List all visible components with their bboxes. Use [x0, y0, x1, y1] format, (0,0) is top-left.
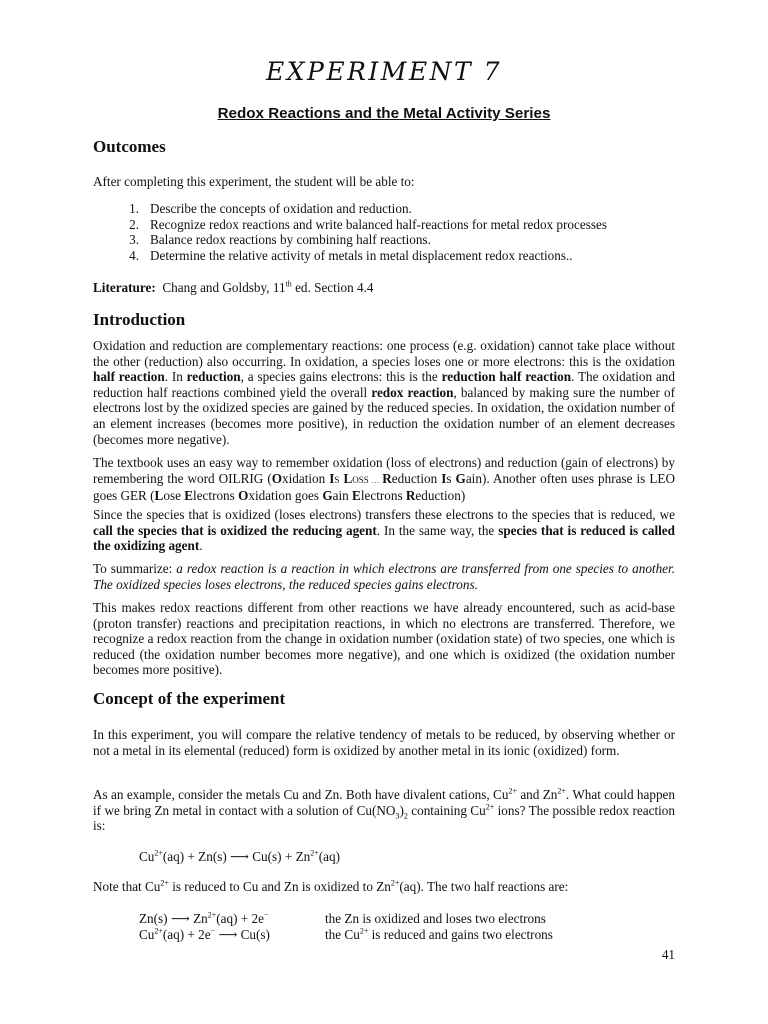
outcomes-heading: Outcomes [93, 137, 166, 156]
intro-paragraph-2: The textbook uses an easy way to remember oxidation (loss of electrons) and reduction (gain of electrons) by remembering the word OILRIG (Oxidation Is Loss … Reduction Is Gain). Another often uses phrase is LEO goes GER (Lose Electrons Oxidation goes Gain Electrons Reduction) [93, 455, 675, 504]
intro-paragraph-4: To summarize: a redox reaction is a reaction in which electrons are transferred from one species to another. The oxidized species loses electrons, the reduced species gains electrons. [93, 561, 675, 592]
note-line: Note that $Cu^{2+}$ is reduced to Cu and Zn is oxidized to $Zn^{2+}(aq)$. The two half reactions are: [93, 878, 569, 894]
overall-redox-equation: $Cu^{2+}(aq) + Zn(s)$ ⟶ $Cu(s) + Zn^{2+}(aq)$ [139, 848, 340, 864]
concept-paragraph-1: In this experiment, you will compare the relative tendency of metals to be reduced, by observing whether or not a metal in its elemental (reduced) form is oxidized by another metal in its ionic (oxidized) form. [93, 727, 675, 758]
experiment-title: EXPERIMENT 7 [265, 57, 503, 86]
document-page [93, 0, 675, 1024]
literature-line: Literature: Chang and Goldsby, 11th ed. Section 4.4 [93, 279, 374, 295]
half-reaction-description: the Zn is oxidized and loses two electrons [325, 911, 546, 926]
list-item: 2. Recognize redox reactions and write balanced half-reactions for metal redox processes [129, 216, 607, 232]
page-number: 41 [661, 947, 675, 962]
half-reaction-description: the $Cu^{2+}$ is reduced and gains two electrons [325, 926, 553, 942]
introduction-heading: Introduction [93, 310, 186, 329]
list-item: 4. Determine the relative activity of metals in metal displacement redox reactions.. [129, 247, 573, 263]
intro-paragraph-1: Oxidation and reduction are complementary reactions: one process (e.g. oxidation) cannot take place without the other (reduction) also occurring. In oxidation, a species loses one or more electrons: this is the oxidation half reaction. In reduction, a species gains electrons: this is the reduction half reaction. The oxidation and reduction half reactions combined yield the overall redox reaction, balanced by making sure the number of electrons lost by the oxidized species are gained by the reduced species. In oxidation, the oxidation number of an element increases (becomes more positive), in reduction the oxidation number of an element decreases (becomes more negative). [93, 338, 676, 447]
half-reaction-equation: Zn(s) ⟶ $Zn^{2+}(aq) + 2e^-$ [139, 910, 269, 926]
outcomes-intro: After completing this experiment, the student will be able to: [93, 174, 415, 189]
experiment-subtitle: Redox Reactions and the Metal Activity Series [217, 105, 551, 122]
intro-paragraph-3: Since the species that is oxidized (loses electrons) transfers these electrons to the species that is reduced, we call the species that is oxidized the reducing agent. In the same way, the species that is reduced is called the oxidizing agent. [93, 507, 675, 554]
concept-heading: Concept of the experiment [93, 689, 286, 708]
concept-paragraph-2: As an example, consider the metals Cu and Zn. Both have divalent cations, $Cu^{2+}$ and $Zn^{2+}$. What could happen if we bring Zn metal in contact with a solution of $Cu(NO_3)_2$ containing $Cu^{2+}$ ions? The possible redox reaction is: [93, 786, 675, 834]
list-item: 1. Describe the concepts of oxidation and reduction. [129, 201, 412, 216]
intro-paragraph-5: This makes redox reactions different from other reactions we have already encountered, such as acid-base (proton transfer) reactions and precipitation reactions, in which no electrons are transferred. Therefore, we recognize a redox reaction from the change in oxidation number (oxidation state) of two species, one which is reduced (the oxidation number becomes more negative), and one which is oxidized (the oxidation number becomes more positive). [93, 600, 675, 678]
outcomes-list [93, 201, 675, 263]
literature-label: Literature: [93, 280, 156, 295]
list-item: 3. Balance redox reactions by combining half reactions. [129, 232, 431, 248]
half-reaction-equation: $Cu^{2+}(aq) + 2e^-$ ⟶ Cu(s) [139, 926, 270, 942]
